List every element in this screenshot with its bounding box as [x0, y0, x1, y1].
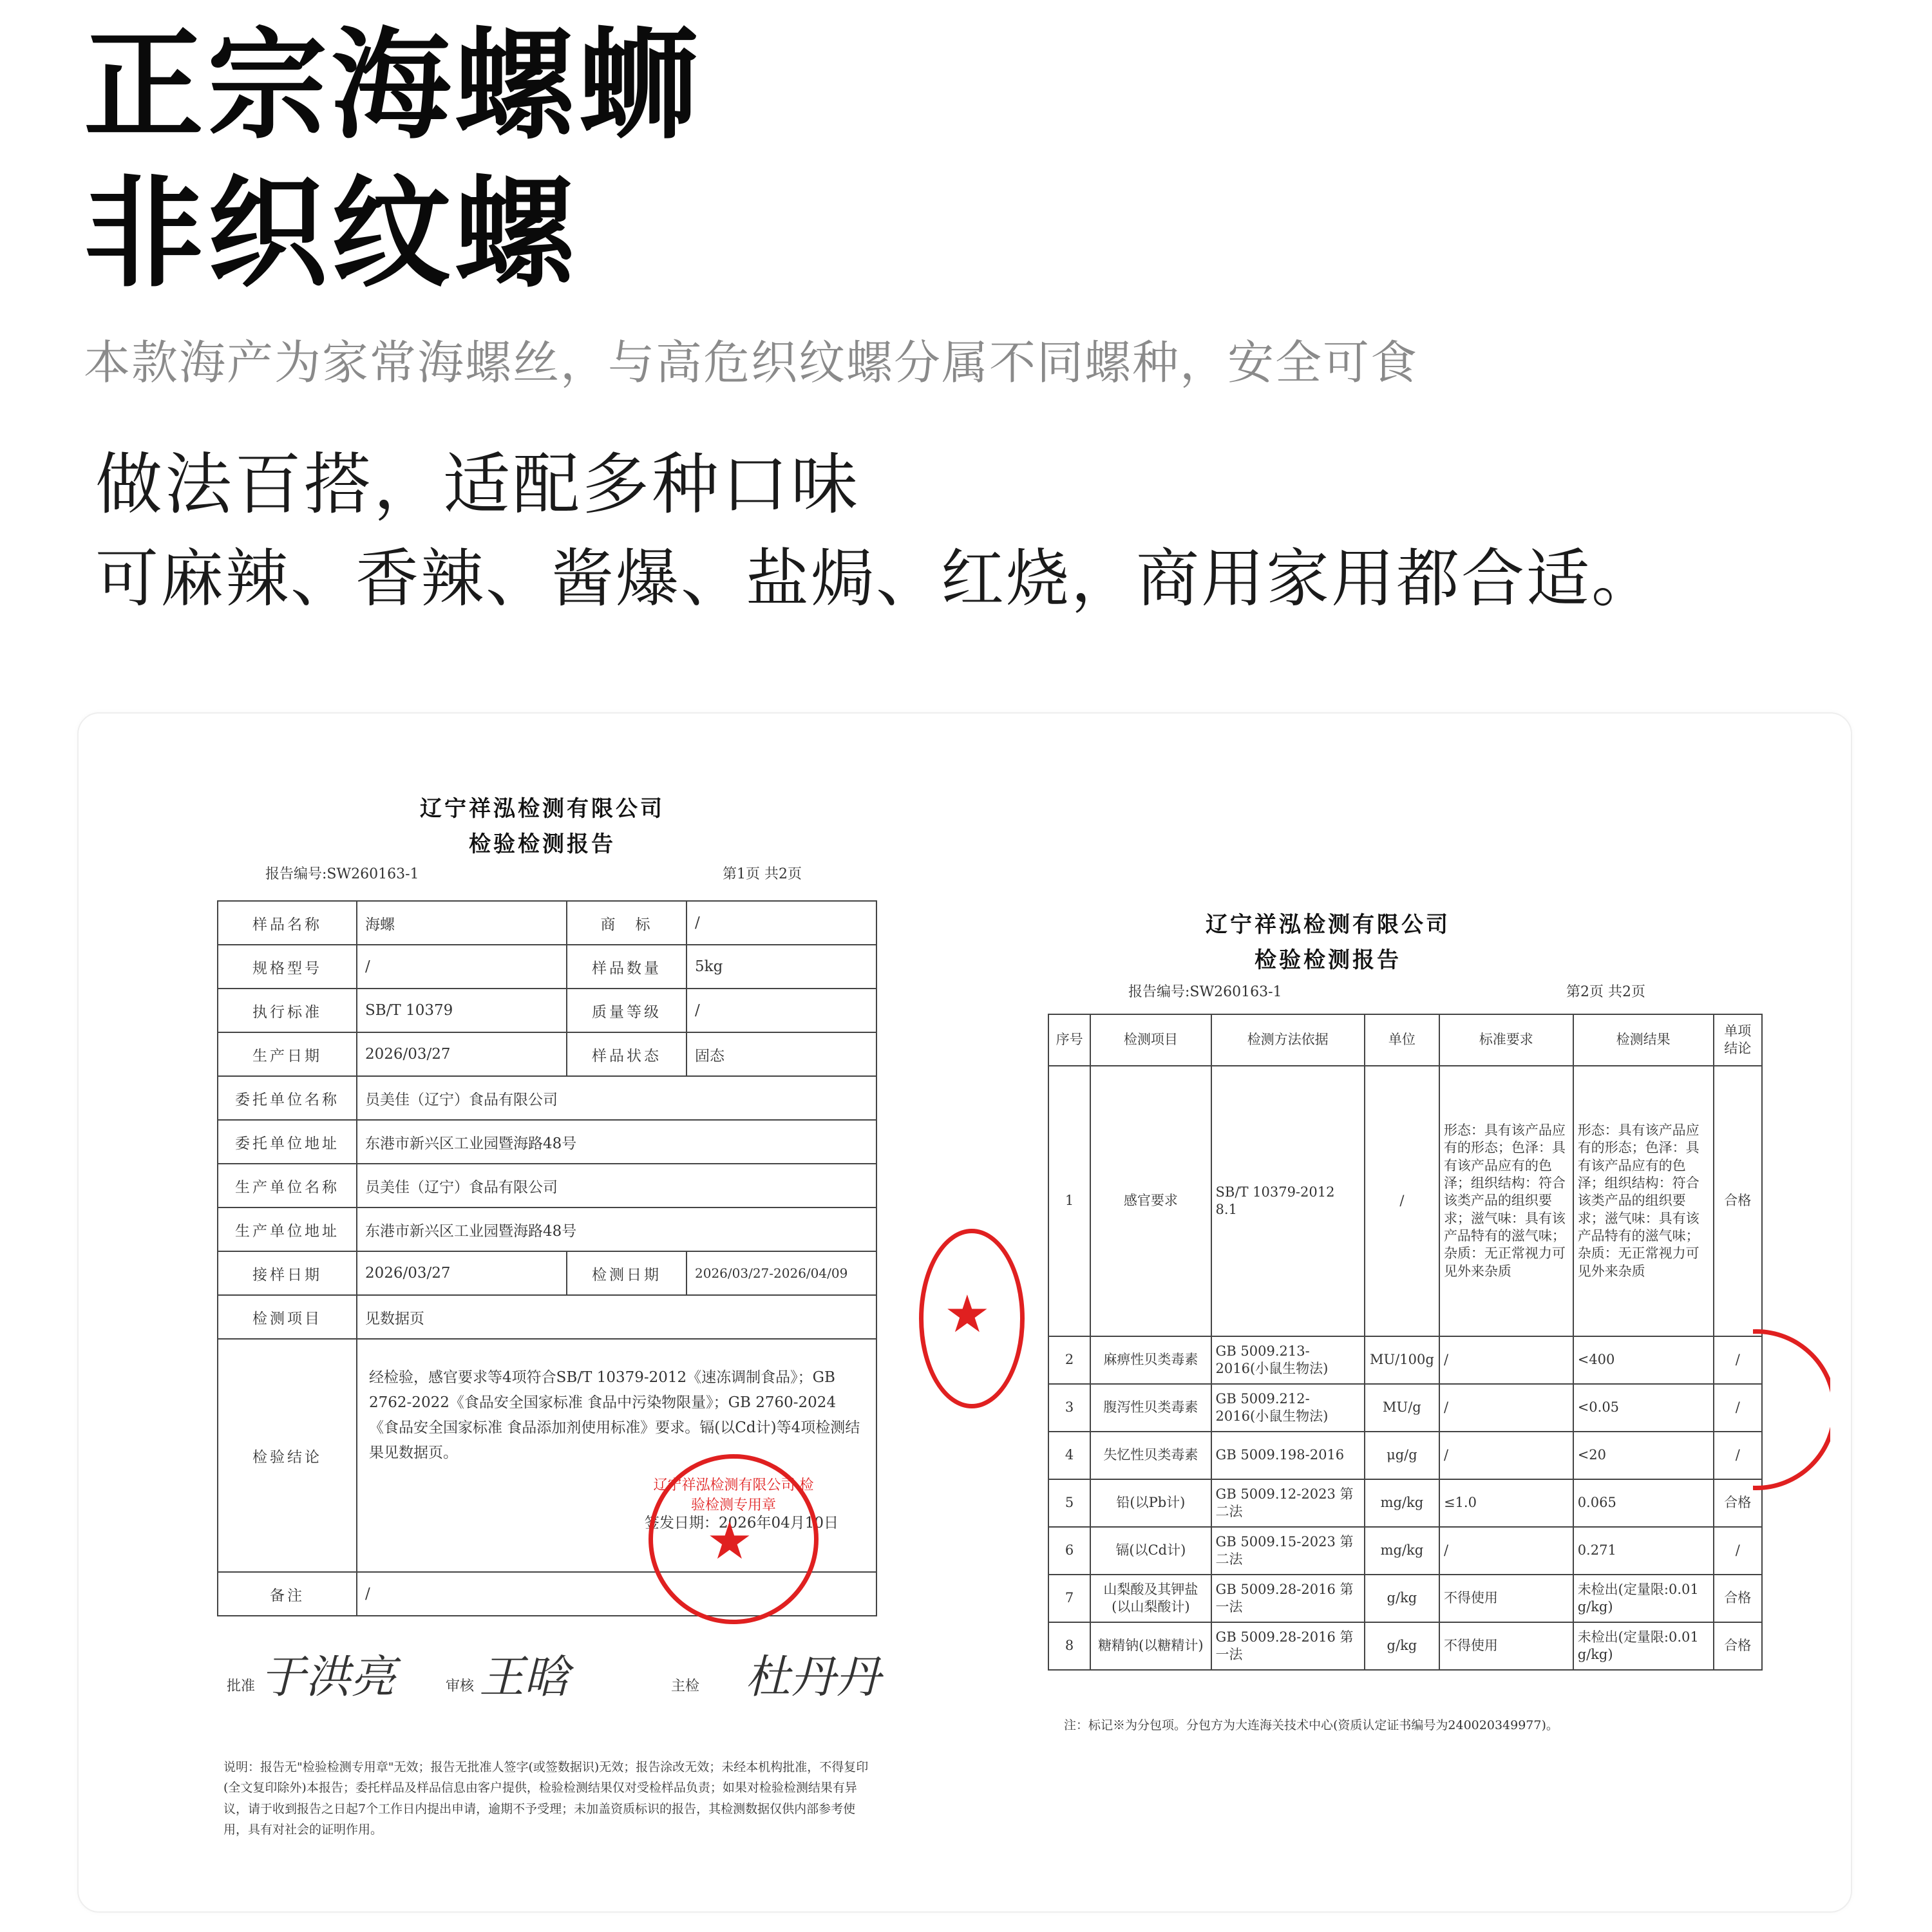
table-cell-concl: 合格 — [1714, 1575, 1762, 1622]
official-seal-1 — [649, 1454, 819, 1624]
table-row — [218, 1076, 876, 1120]
report-card — [77, 712, 1852, 1913]
field-label: 生产单位名称 — [218, 1164, 357, 1208]
field-label: 执行标准 — [218, 989, 357, 1032]
table-header-row — [1048, 1014, 1762, 1066]
table-cell-req: ≤1.0 — [1439, 1479, 1573, 1527]
field-label: 备注 — [218, 1572, 357, 1616]
report1-page: 第1页 共2页 — [723, 866, 802, 882]
column-header: 序号 — [1048, 1014, 1090, 1066]
inspect-label: 主检 — [671, 1678, 700, 1694]
field-value: / — [687, 901, 876, 945]
table-row — [218, 945, 876, 989]
table-cell-no: 8 — [1048, 1622, 1090, 1670]
table-cell-no: 1 — [1048, 1066, 1090, 1336]
table-row — [1048, 1432, 1762, 1479]
table-cell-item: 镉(以Cd计) — [1090, 1527, 1211, 1575]
table-cell-unit: g/kg — [1365, 1622, 1439, 1670]
conclusion-text: 经检验，感官要求等4项符合SB/T 10379-2012《速冻调制食品》；GB 2762-2022《食品安全国家标准 食品中污染物限量》；GB 2760-2024《食品安全国家标准 食品添加剂使用标准》要求。镉(以Cd计)等4项检测结果见数据页。 — [369, 1369, 860, 1462]
table-cell-req: 不得使用 — [1439, 1575, 1573, 1622]
table-cell-concl: 合格 — [1714, 1066, 1762, 1336]
column-header: 单位 — [1365, 1014, 1439, 1066]
seam-seal-star-icon: ★ — [944, 1284, 990, 1344]
table-cell-unit: mg/kg — [1365, 1527, 1439, 1575]
signature-approve: 于洪亮 — [260, 1651, 395, 1703]
table-cell-method: GB 5009.212-2016(小鼠生物法) — [1211, 1384, 1365, 1432]
table-cell-result: 0.065 — [1573, 1479, 1714, 1527]
field-label: 样品状态 — [567, 1032, 687, 1076]
table-cell-method: GB 5009.28-2016 第一法 — [1211, 1622, 1365, 1670]
table-row — [218, 989, 876, 1032]
seal-ring — [1753, 1329, 1830, 1490]
column-header: 检测结果 — [1573, 1014, 1714, 1066]
subtitle: 本款海产为家常海螺丝，与高危织纹螺分属不同螺种，安全可食 — [84, 336, 1419, 390]
table-row — [1048, 1336, 1762, 1384]
table-row — [1048, 1575, 1762, 1622]
table-row — [218, 1251, 876, 1295]
table-cell-no: 2 — [1048, 1336, 1090, 1384]
field-label: 接样日期 — [218, 1251, 357, 1295]
table-row — [218, 1032, 876, 1076]
field-label: 委托单位名称 — [218, 1076, 357, 1120]
field-label: 生产日期 — [218, 1032, 357, 1076]
table-row — [1048, 1622, 1762, 1670]
report2-title: 检验检测报告 — [1255, 947, 1401, 973]
table-row — [218, 1120, 876, 1164]
seal-star-icon: ★ — [706, 1511, 753, 1571]
table-cell-req: / — [1439, 1432, 1573, 1479]
partial-seal-2 — [1753, 1329, 1830, 1497]
table-row — [1048, 1527, 1762, 1575]
seam-seal — [919, 1229, 1025, 1408]
table-cell-no: 4 — [1048, 1432, 1090, 1479]
field-value: 东港市新兴区工业园暨海路48号 — [357, 1120, 876, 1164]
table-cell-result: <400 — [1573, 1336, 1714, 1384]
table-row — [1048, 1066, 1762, 1336]
table-cell-no: 5 — [1048, 1479, 1090, 1527]
column-header: 标准要求 — [1439, 1014, 1573, 1066]
field-value: 员美佳（辽宁）食品有限公司 — [357, 1076, 876, 1120]
table-cell-item: 糖精钠(以糖精计) — [1090, 1622, 1211, 1670]
field-value: 2026/03/27 — [357, 1032, 567, 1076]
table-cell-req: / — [1439, 1336, 1573, 1384]
table-cell-result: 形态：具有该产品应有的形态；色泽：具有该产品应有的色泽；组织结构：符合该类产品的组织要求；滋气味：具有该产品特有的滋气味；杂质：无正常视力可见外来杂质 — [1573, 1066, 1714, 1336]
table-cell-req: 不得使用 — [1439, 1622, 1573, 1670]
table-cell-no: 6 — [1048, 1527, 1090, 1575]
field-label: 商 标 — [567, 901, 687, 945]
table-cell-item: 失忆性贝类毒素 — [1090, 1432, 1211, 1479]
table-row — [1048, 1479, 1762, 1527]
report2-note: 注：标记※为分包项。分包方为大连海关技术中心(资质认定证书编号为240020349977)。 — [1064, 1718, 1558, 1732]
report2-number: 报告编号:SW260163-1 — [1128, 984, 1282, 1000]
field-value: / — [687, 989, 876, 1032]
headline-line1: 正宗海螺蛳 — [84, 15, 703, 155]
table-cell-result: 0.271 — [1573, 1527, 1714, 1575]
table-cell-result: 未检出(定量限:0.01 g/kg) — [1573, 1622, 1714, 1670]
field-label: 委托单位地址 — [218, 1120, 357, 1164]
field-label: 样品数量 — [567, 945, 687, 989]
table-row — [218, 1164, 876, 1208]
field-label: 生产单位地址 — [218, 1208, 357, 1251]
headline-line2: 非织纹螺 — [84, 164, 579, 303]
table-cell-no: 7 — [1048, 1575, 1090, 1622]
field-value: 东港市新兴区工业园暨海路48号 — [357, 1208, 876, 1251]
table-cell-item: 腹泻性贝类毒素 — [1090, 1384, 1211, 1432]
table-cell-unit: μg/g — [1365, 1432, 1439, 1479]
column-header: 检测项目 — [1090, 1014, 1211, 1066]
table-cell-method: GB 5009.28-2016 第一法 — [1211, 1575, 1365, 1622]
table-cell-req: 形态：具有该产品应有的形态；色泽：具有该产品应有的色泽；组织结构：符合该类产品的组织要求；滋气味：具有该产品特有的滋气味；杂质：无正常视力可见外来杂质 — [1439, 1066, 1573, 1336]
table-cell-concl: / — [1714, 1336, 1762, 1384]
report1-footnote: 说明：报告无"检验检测专用章"无效；报告无批准人签字(或签数据识)无效；报告涂改无效；未经本机构批准，不得复印(全文复印除外)本报告；委托样品及样品信息由客户提供，检验检测结果仅对受检样品负责；如果对检验检测结果有异议，请于收到报告之日起7个工作日内提出申请，逾期不予受理；未加盖资质标识的报告，其检测数据仅供内部参考使用，具有对社会的证明作用。 — [223, 1760, 869, 1837]
table-cell-no: 3 — [1048, 1384, 1090, 1432]
table-row — [1048, 1384, 1762, 1432]
report2-page: 第2页 共2页 — [1566, 984, 1645, 1000]
table-cell-method: GB 5009.15-2023 第二法 — [1211, 1527, 1365, 1575]
field-value: / — [357, 1572, 876, 1616]
table-cell-req: / — [1439, 1527, 1573, 1575]
table-cell-item: 感官要求 — [1090, 1066, 1211, 1336]
table-cell-result: <20 — [1573, 1432, 1714, 1479]
report2-company: 辽宁祥泓检测有限公司 — [1206, 912, 1450, 938]
field-label: 样品名称 — [218, 901, 357, 945]
approve-label: 批准 — [227, 1678, 256, 1694]
signature-inspect: 杜丹丹 — [745, 1651, 880, 1703]
field-value: 员美佳（辽宁）食品有限公司 — [357, 1164, 876, 1208]
field-value: 5kg — [687, 945, 876, 989]
table-row — [218, 1208, 876, 1251]
table-cell-concl: 合格 — [1714, 1479, 1762, 1527]
table-cell-item: 铅(以Pb计) — [1090, 1479, 1211, 1527]
table-cell-unit: MU/100g — [1365, 1336, 1439, 1384]
table-cell-result: <0.05 — [1573, 1384, 1714, 1432]
column-header: 检测方法依据 — [1211, 1014, 1365, 1066]
table-cell-unit: g/kg — [1365, 1575, 1439, 1622]
table-cell-item: 麻痹性贝类毒素 — [1090, 1336, 1211, 1384]
table-cell-unit: mg/kg — [1365, 1479, 1439, 1527]
table-cell-method: GB 5009.213-2016(小鼠生物法) — [1211, 1336, 1365, 1384]
field-label: 检测日期 — [567, 1251, 687, 1295]
field-label: 规格型号 — [218, 945, 357, 989]
field-value: 海螺 — [357, 901, 567, 945]
table-cell-method: SB/T 10379-2012 8.1 — [1211, 1066, 1365, 1336]
sign-date: 签发日期：2026年04月10日 — [644, 1515, 838, 1532]
table-row — [218, 901, 876, 945]
report2-table — [1048, 1014, 1763, 1671]
table-cell-concl: 合格 — [1714, 1622, 1762, 1670]
table-row — [218, 1295, 876, 1339]
field-value: 2026/03/27 — [357, 1251, 567, 1295]
field-value: 2026/03/27-2026/04/09 — [687, 1251, 876, 1295]
table-cell-req: / — [1439, 1384, 1573, 1432]
table-cell-unit: / — [1365, 1066, 1439, 1336]
table-cell-item: 山梨酸及其钾盐(以山梨酸计) — [1090, 1575, 1211, 1622]
table-cell-concl: / — [1714, 1432, 1762, 1479]
field-value: 见数据页 — [357, 1295, 876, 1339]
table-cell-result: 未检出(定量限:0.01 g/kg) — [1573, 1575, 1714, 1622]
signature-review: 王晗 — [479, 1651, 569, 1703]
field-label: 质量等级 — [567, 989, 687, 1032]
table-cell-unit: MU/g — [1365, 1384, 1439, 1432]
report1-number: 报告编号:SW260163-1 — [265, 866, 419, 882]
feature-line2: 可麻辣、香辣、酱爆、盐焗、红烧，商用家用都合适。 — [95, 542, 1657, 616]
column-header: 单项结论 — [1714, 1014, 1762, 1066]
field-label: 检测项目 — [218, 1295, 357, 1339]
table-cell-method: GB 5009.198-2016 — [1211, 1432, 1365, 1479]
report1-title: 检验检测报告 — [469, 831, 616, 857]
feature-line1: 做法百搭，适配多种口味 — [95, 445, 861, 524]
field-value: 固态 — [687, 1032, 876, 1076]
table-cell-method: GB 5009.12-2023 第二法 — [1211, 1479, 1365, 1527]
table-cell-concl: / — [1714, 1384, 1762, 1432]
seal-text: 辽宁祥泓检测有限公司 检验检测专用章 — [653, 1477, 814, 1513]
table-cell-concl: / — [1714, 1527, 1762, 1575]
field-value: / — [357, 945, 567, 989]
review-label: 审核 — [446, 1678, 475, 1694]
report1-company: 辽宁祥泓检测有限公司 — [420, 796, 665, 822]
field-label: 检验结论 — [218, 1339, 357, 1572]
field-value: SB/T 10379 — [357, 989, 567, 1032]
